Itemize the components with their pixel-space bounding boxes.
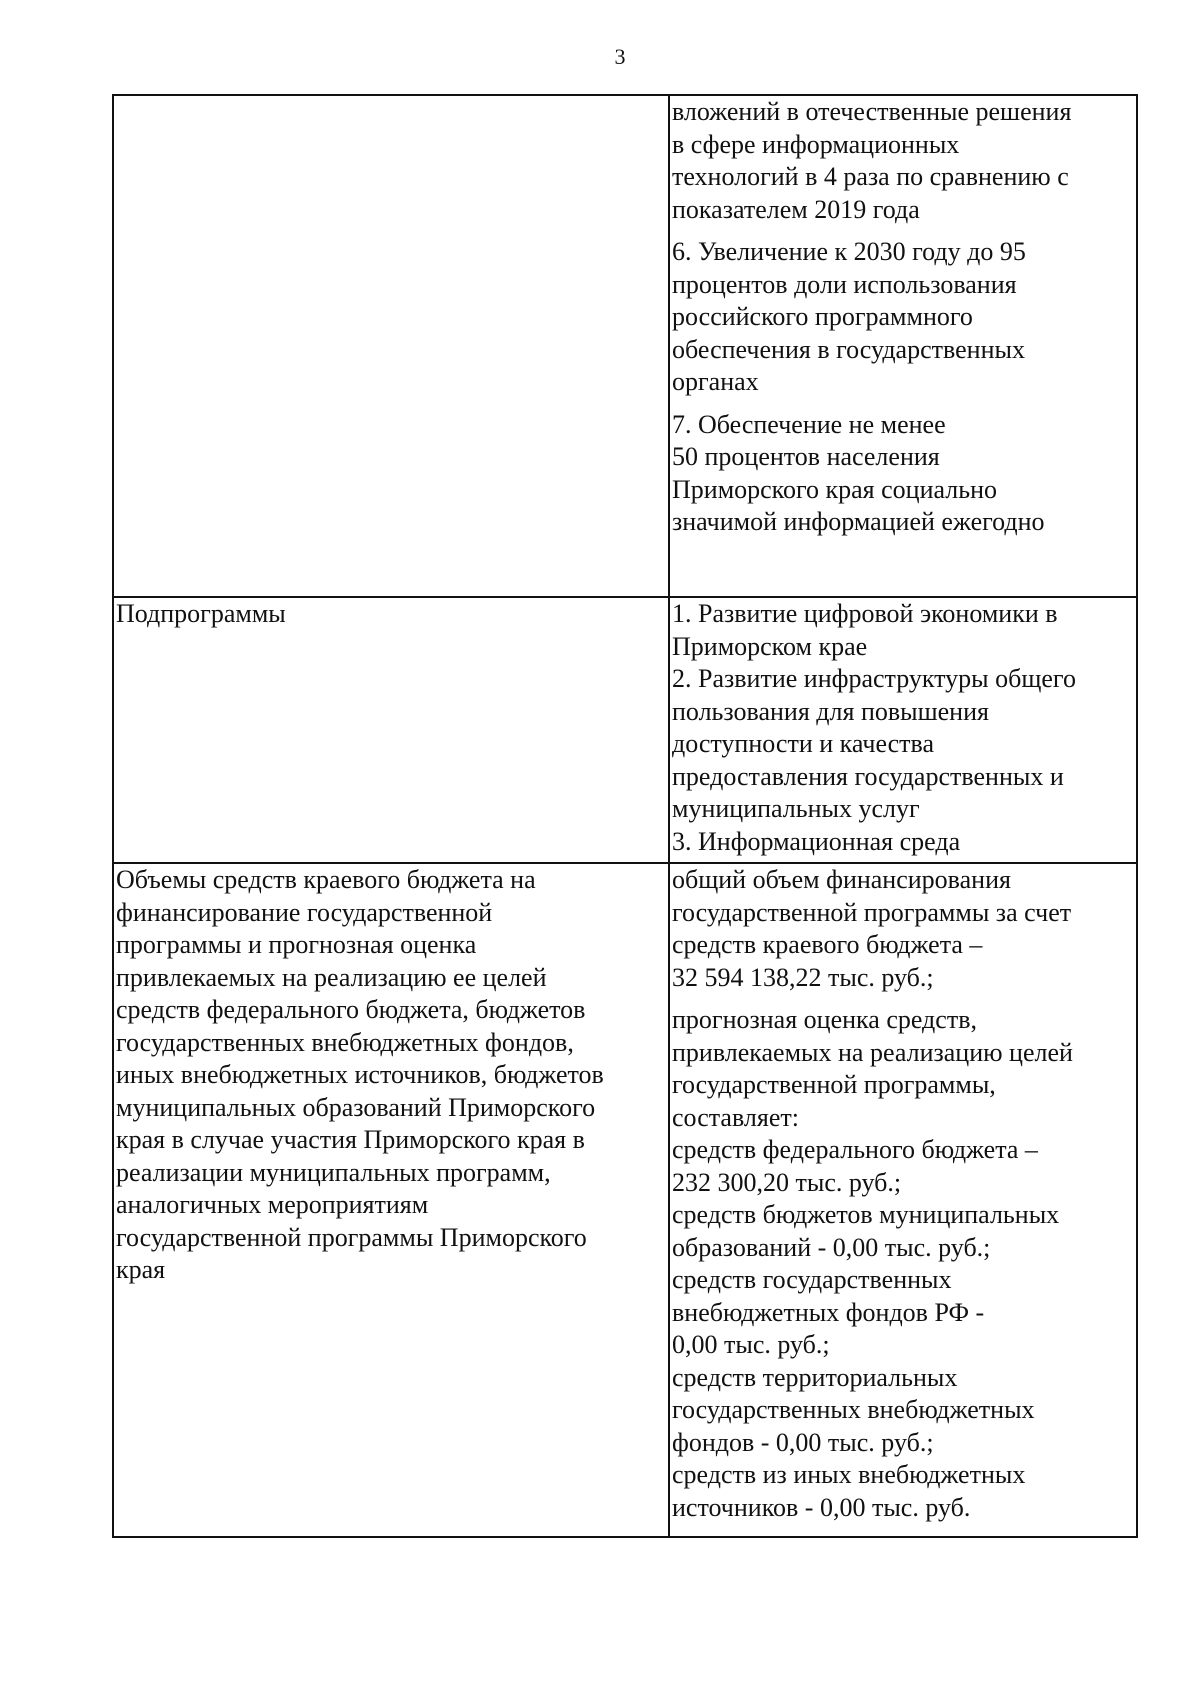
- passport-table: [112, 94, 1138, 1538]
- row-label-cell: [113, 95, 669, 597]
- target-indicator-6: 6. Увеличение к 2030 году до 95 процентов доли использования российского программного обеспечения в государственных органах: [672, 237, 1026, 396]
- target-indicator-7: 7. Обеспечение не менее 50 процентов населения Приморского края социально значимой информацией ежегодно: [672, 409, 1045, 536]
- row-content-cell: [669, 95, 1137, 597]
- row-label-cell: [113, 863, 669, 1537]
- subprograms-label: Подпрограммы: [116, 599, 286, 628]
- page-number: 3: [614, 44, 626, 69]
- row-content-cell: [669, 597, 1137, 863]
- table-row: [113, 863, 1137, 1537]
- row-label-cell: [113, 597, 669, 863]
- regional-budget-total: общий объем финансирования государственной программы за счет средств краевого бюджета – 32 594 138,22 тыс. руб.;: [672, 865, 1072, 992]
- target-indicator-5-continued: вложений в отечественные решения в сфере информационных технологий в 4 раза по сравнению с показателем 2019 года: [672, 97, 1072, 224]
- funding-volume-label: Объемы средств краевого бюджета на финансирование государственной программы и прогнозная оценка привлекаемых на реализацию ее целей средств федерального бюджета, бюджетов государственных внебюджетных фондов, иных внебюджетных источников, бюджетов муниципальных образований Приморского края в случае участия Приморского края в реализации муниципальных программ, аналогичных мероприятиям государственной программы Приморского края: [116, 865, 604, 1284]
- table-row: [113, 597, 1137, 863]
- attracted-funds-estimate: прогнозная оценка средств, привлекаемых на реализацию целей государственной программы, составляет: средств федерального бюджета – 232 300,20 тыс. руб.; средств бюджетов муниципальных образований - 0,00 тыс. руб.; средств государственных внебюджетных фондов РФ - 0,00 тыс. руб.; средств территориальных государственных внебюджетных фондов - 0,00 тыс. руб.; средств из иных внебюджетных источников - 0,00 тыс. руб.: [672, 1005, 1073, 1522]
- row-content-cell: [669, 863, 1137, 1537]
- subprograms-list: 1. Развитие цифровой экономики в Приморском крае 2. Развитие инфраструктуры общего пользования для повышения доступности и качества предоставления государственных и муниципальных услуг 3. Информационная среда: [672, 599, 1076, 856]
- table-row: [113, 95, 1137, 597]
